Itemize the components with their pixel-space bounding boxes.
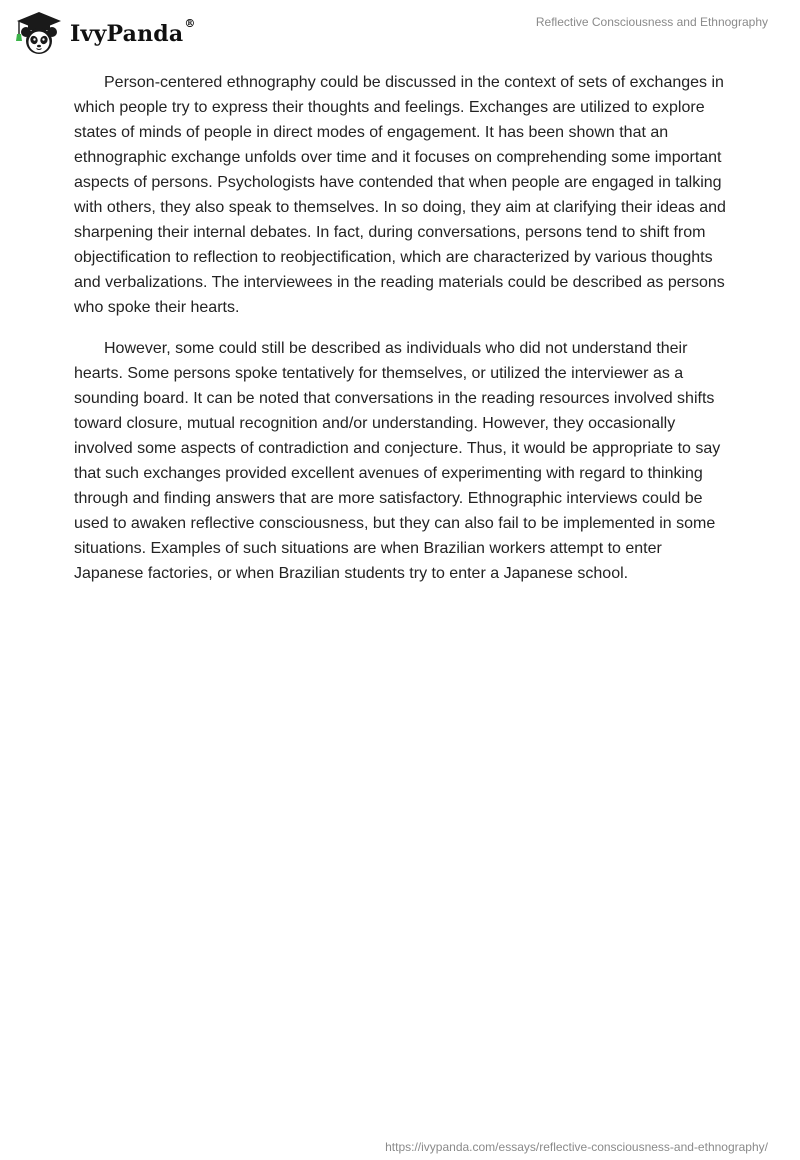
ivypanda-logo[interactable]: [14, 10, 196, 56]
paragraph: Person-centered ethnography could be discussed in the context of sets of exchanges in which people try to express their thoughts and feelings. Exchanges are utilized to explore states of minds of people in direct modes of engagement. It has been shown that an ethnographic exchange unfolds over time and it focuses on comprehending some important aspects of persons. Psychologists have contended that when people are engaged in talking with others, they also speak to themselves. In so doing, they aim at clarifying their ideas and sharpening their internal debates. In fact, during conversations, persons tend to shift from objectification to reflection to reobjectification, which are characterized by various thoughts and verbalizations. The interviewees in the reading materials could be described as persons who spoke their hearts.: [74, 74, 726, 316]
page-header: [0, 0, 800, 64]
brand-text: IvyPanda: [70, 21, 184, 47]
brand-name: [70, 17, 196, 47]
source-url[interactable]: https://ivypanda.com/essays/reflective-consciousness-and-ethnography/: [385, 1140, 768, 1154]
document-title: Reflective Consciousness and Ethnography: [535, 15, 768, 29]
registered-mark: ®: [184, 17, 196, 30]
panda-graduate-icon: [14, 10, 64, 56]
essay-body: [74, 70, 734, 602]
paragraph: However, some could still be described as individuals who did not understand their hearts. Some persons spoke tentatively for themselves, or utilized the interviewer as a sounding board. It can be noted that conversations in the reading resources involved shifts toward closure, mutual recognition and/or understanding. However, they occasionally involved some aspects of contradiction and conjecture. Thus, it would be appropriate to say that such exchanges provided excellent avenues of experimenting with regard to thinking through and finding answers that are more satisfactory. Ethnographic interviews could be used to awaken reflective consciousness, but they can also fail to be implemented in some situations. Examples of such situations are when Brazilian workers attempt to enter Japanese factories, or when Brazilian students try to enter a Japanese school.: [74, 340, 721, 582]
